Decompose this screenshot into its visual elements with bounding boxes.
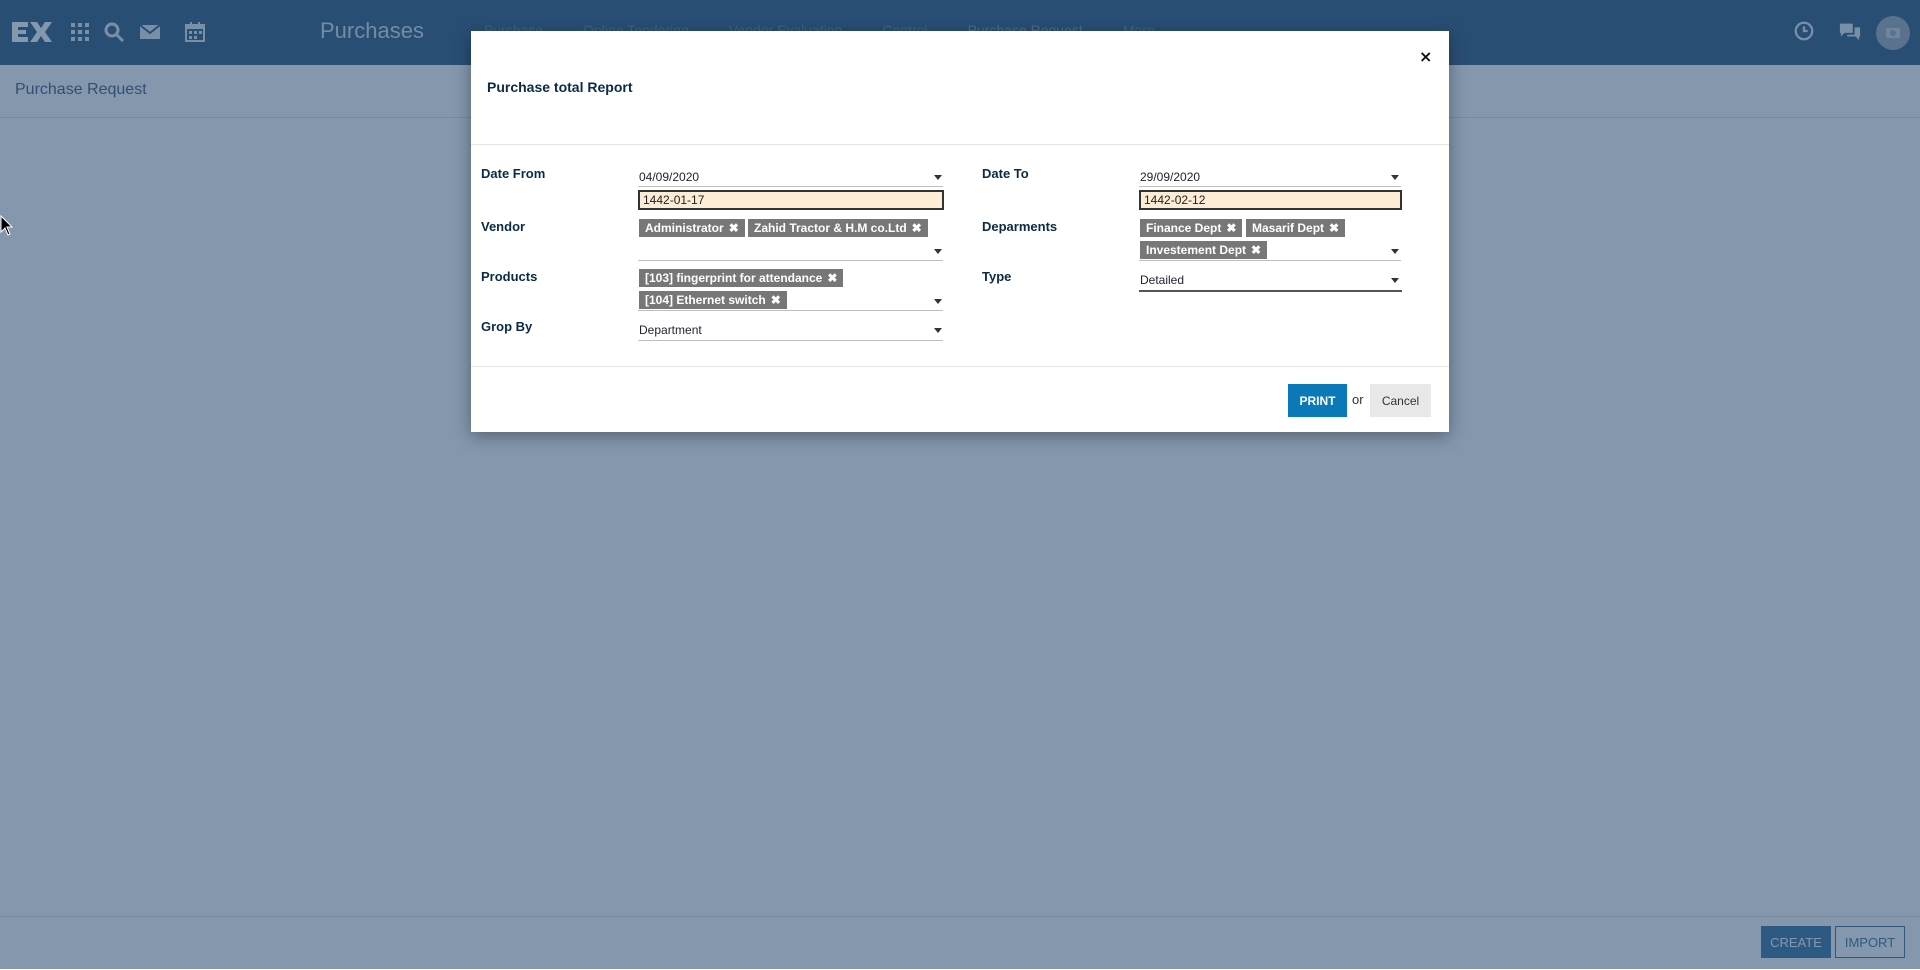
- date-from-hijri-field[interactable]: 1442-01-17: [638, 190, 944, 210]
- products-underline: [638, 310, 943, 311]
- chevron-down-icon[interactable]: [1391, 278, 1399, 283]
- type-underline: [1139, 290, 1402, 292]
- department-tag: [1140, 219, 1242, 237]
- divider: [471, 144, 1449, 145]
- type-label: Type: [982, 269, 1012, 284]
- tag-label: [104] Ethernet switch: [645, 293, 766, 307]
- departments-label: Deparments: [982, 219, 1058, 234]
- close-icon[interactable]: ×: [1419, 47, 1433, 66]
- department-tag: [1140, 241, 1267, 259]
- chevron-down-icon[interactable]: [934, 328, 942, 333]
- tag-label: Zahid Tractor & H.M co.Ltd: [754, 221, 907, 235]
- remove-tag-icon[interactable]: ✖: [827, 271, 838, 285]
- or-text: or: [1352, 392, 1364, 407]
- vendor-underline: [638, 260, 943, 261]
- type-select[interactable]: Detailed: [1140, 273, 1185, 287]
- tag-label: Investement Dept: [1146, 243, 1247, 257]
- date-to-input[interactable]: 29/09/2020: [1140, 170, 1201, 184]
- date-from-underline: [638, 186, 943, 187]
- chevron-down-icon[interactable]: [934, 175, 942, 180]
- department-tag: [1246, 219, 1345, 237]
- remove-tag-icon[interactable]: ✖: [1329, 221, 1340, 235]
- date-from-label: Date From: [481, 166, 546, 181]
- tag-label: [103] fingerprint for attendance: [645, 271, 823, 285]
- remove-tag-icon[interactable]: ✖: [911, 221, 922, 235]
- date-to-underline: [1139, 186, 1401, 187]
- mouse-cursor-icon: [0, 215, 14, 241]
- cancel-button[interactable]: Cancel: [1370, 384, 1431, 417]
- remove-tag-icon[interactable]: ✖: [1251, 243, 1262, 257]
- chevron-down-icon[interactable]: [1391, 249, 1399, 254]
- report-dialog: [471, 31, 1449, 432]
- print-button[interactable]: PRINT: [1288, 384, 1347, 417]
- dialog-title: Purchase total Report: [487, 79, 633, 95]
- date-to-label: Date To: [982, 166, 1029, 181]
- chevron-down-icon[interactable]: [934, 299, 942, 304]
- departments-underline: [1139, 260, 1401, 261]
- tag-label: Masarif Dept: [1252, 221, 1325, 235]
- tag-label: Finance Dept: [1146, 221, 1222, 235]
- divider: [471, 366, 1449, 367]
- group-by-label: Grop By: [481, 319, 533, 334]
- chevron-down-icon[interactable]: [934, 249, 942, 254]
- group-by-underline: [638, 340, 943, 341]
- group-by-select[interactable]: Department: [639, 323, 702, 337]
- remove-tag-icon[interactable]: ✖: [728, 221, 739, 235]
- chevron-down-icon[interactable]: [1391, 175, 1399, 180]
- products-label: Products: [481, 269, 538, 284]
- vendor-tag: [639, 219, 745, 237]
- tag-label: Administrator: [645, 221, 724, 235]
- remove-tag-icon[interactable]: ✖: [770, 293, 781, 307]
- product-tag: [639, 291, 787, 309]
- product-tag: [639, 269, 843, 287]
- vendor-tag: [748, 219, 928, 237]
- remove-tag-icon[interactable]: ✖: [1226, 221, 1237, 235]
- date-to-hijri-field[interactable]: 1442-02-12: [1139, 190, 1402, 210]
- vendor-label: Vendor: [481, 219, 526, 234]
- date-from-input[interactable]: 04/09/2020: [639, 170, 700, 184]
